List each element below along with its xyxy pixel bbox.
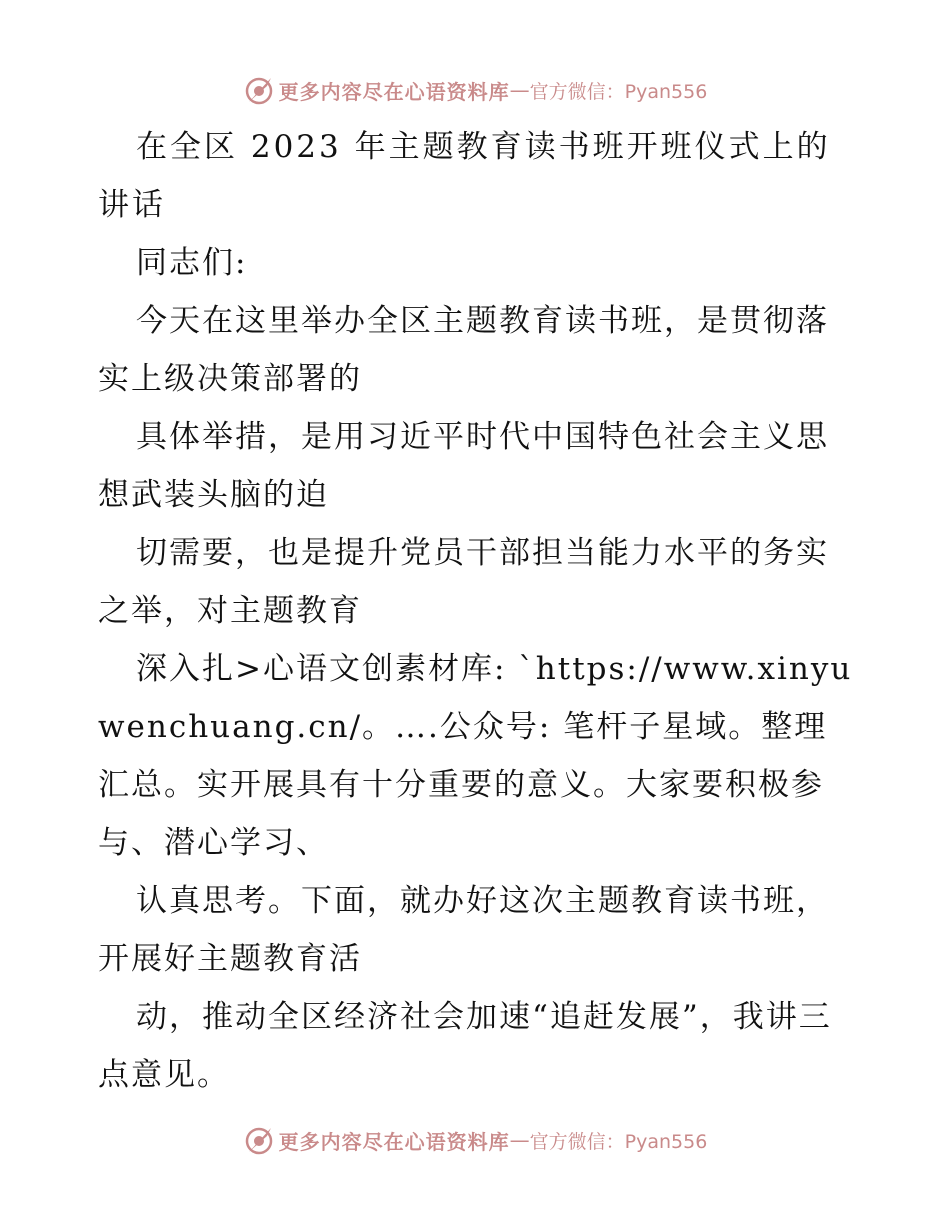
paragraph: 切需要，也是提升党员干部担当能力水平的务实之举，对主题教育 bbox=[98, 535, 829, 629]
banner-text: 更多内容尽在心语资料库 bbox=[278, 79, 510, 104]
banner-wechat: 官方微信：Pyan556 bbox=[529, 1130, 708, 1153]
paragraph: 今天在这里举办全区主题教育读书班，是贯彻落实上级决策部署的 bbox=[98, 303, 829, 397]
banner-text: 更多内容尽在心语资料库 bbox=[278, 1129, 510, 1154]
quill-seal-logo-icon bbox=[243, 1124, 275, 1156]
header-watermark-banner bbox=[0, 70, 950, 110]
paragraph: 具体举措，是用习近平时代中国特色社会主义思想武装头脑的迫 bbox=[98, 419, 829, 513]
paragraph: 动，推动全区经济社会加速“追赶发展”，我讲三点意见。 bbox=[98, 999, 832, 1093]
banner-separator: — bbox=[509, 78, 530, 102]
paragraph: 认真思考。下面，就办好这次主题教育读书班，开展好主题教育活 bbox=[98, 883, 829, 977]
document-body bbox=[98, 118, 858, 1104]
footer-watermark-banner bbox=[0, 1120, 950, 1160]
paragraph-with-source-note: 深入扎>心语文创素材库: `https://www.xinyuwenchuang.cn/。….公众号: 笔杆子星域。整理汇总。实开展具有十分重要的意义。大家要积极参与、潜心学习、 bbox=[98, 651, 853, 861]
quill-seal-logo-icon bbox=[243, 74, 275, 106]
banner-separator: — bbox=[509, 1128, 530, 1152]
banner-wechat: 官方微信：Pyan556 bbox=[529, 80, 708, 103]
paragraph-salutation: 同志们: bbox=[136, 245, 248, 281]
document-title: 在全区 2023 年主题教育读书班开班仪式上的讲话 bbox=[98, 129, 831, 223]
